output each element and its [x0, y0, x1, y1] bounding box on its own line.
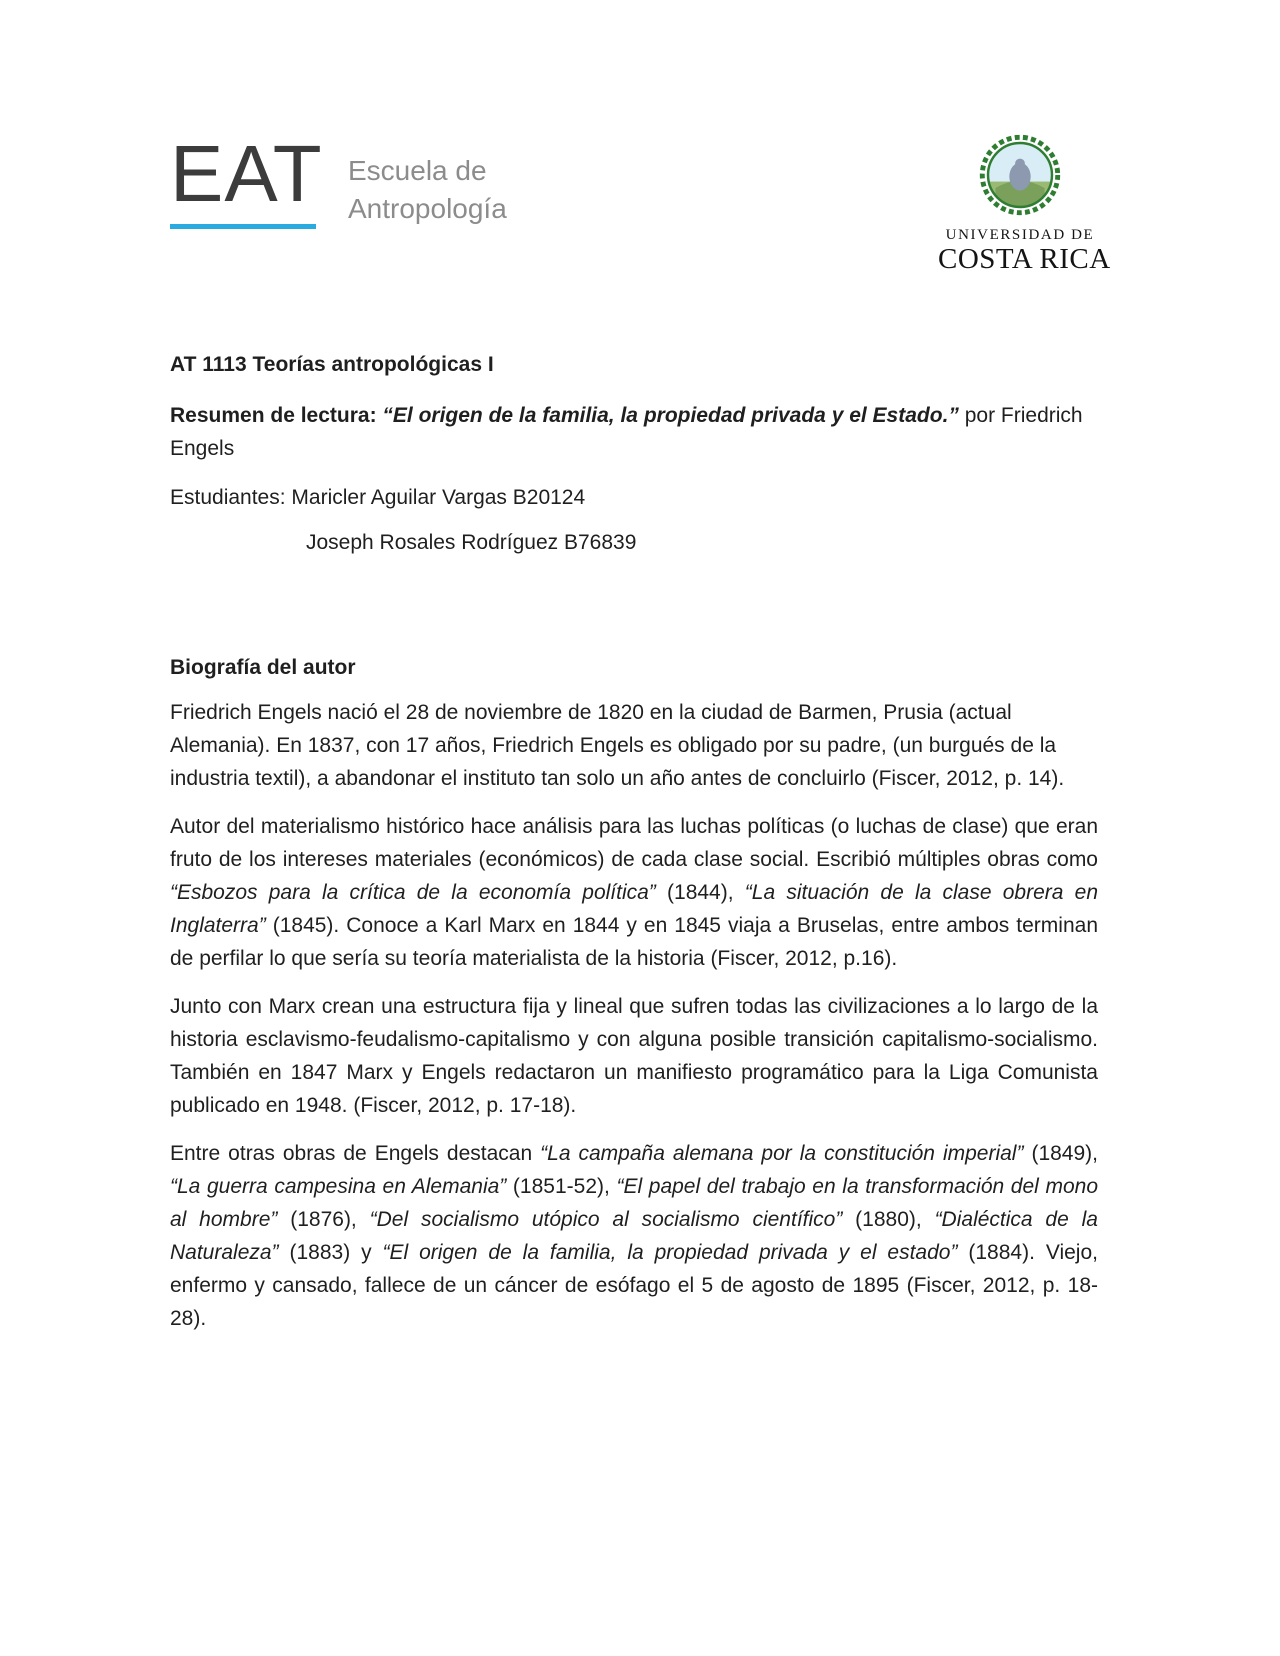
- biography-paragraph-3: Junto con Marx crean una estructura fija y lineal que sufren todas las civilizaciones a lo largo de la historia esclavismo-feudalismo-capitalismo y con alguna posible transición capitalismo-socialismo. También en 1847 Marx y Engels redactaron un manifiesto programático para la Liga Comunista publicado en 1948. (Fiscer, 2012, p. 17-18).: [170, 995, 1098, 1117]
- section-heading-biography: Biografía del autor: [170, 656, 356, 679]
- document-content: [170, 348, 1098, 1350]
- course-title: AT 1113 Teorías antropológicas I: [170, 353, 494, 376]
- ucr-seal-icon: [979, 134, 1061, 221]
- eat-logo: [170, 129, 323, 229]
- reading-summary-title: Resumen de lectura: “El origen de la familia, la propiedad privada y el Estado.” por Friedrich Engels: [170, 404, 1083, 460]
- students-line-1: Estudiantes: Maricler Aguilar Vargas B20124: [170, 486, 586, 509]
- school-name: [348, 152, 507, 228]
- eat-logo-text: EAT: [170, 129, 323, 218]
- ucr-wordmark-line2: COSTA RICA: [938, 243, 1111, 275]
- school-name-line2: Antropología: [348, 193, 507, 224]
- students-line-2: Joseph Rosales Rodríguez B76839: [306, 531, 637, 554]
- ucr-logo: [938, 134, 1111, 275]
- school-name-line1: Escuela de: [348, 155, 487, 186]
- ucr-wordmark-line1: UNIVERSIDAD DE: [945, 227, 1095, 243]
- biography-paragraph-1: Friedrich Engels nació el 28 de noviembre de 1820 en la ciudad de Barmen, Prusia (actual Alemania). En 1837, con 17 años, Friedrich Engels es obligado por su padre, (un burgués de la industria textil), a abandonar el instituto tan solo un año antes de concluirlo (Fiscer, 2012, p. 14).: [170, 701, 1065, 790]
- biography-paragraph-2: Autor del materialismo histórico hace análisis para las luchas políticas (o luchas de clase) que eran fruto de los intereses materiales (económicos) de cada clase social. Escribió múltiples obras como “Esbozos para la crítica de la economía política” (1844), “La situación de la clase obrera en Inglaterra” (1845). Conoce a Karl Marx en 1844 y en 1845 viaja a Bruselas, entre ambos terminan de perfilar lo que sería su teoría materialista de la historia (Fiscer, 2012, p.16).: [170, 815, 1099, 970]
- eat-underline: [170, 224, 316, 229]
- biography-paragraph-4: Entre otras obras de Engels destacan “La campaña alemana por la constitución imperial” (1849), “La guerra campesina en Alemania” (1851-52), “El papel del trabajo en la transformación del mono al hombre” (1876), “Del socialismo utópico al socialismo científico” (1880), “Dialéctica de la Naturaleza” (1883) y “El origen de la familia, la propiedad privada y el estado” (1884). Viejo, enfermo y cansado, fallece de un cáncer de esófago el 5 de agosto de 1895 (Fiscer, 2012, p. 18-28).: [170, 1142, 1099, 1330]
